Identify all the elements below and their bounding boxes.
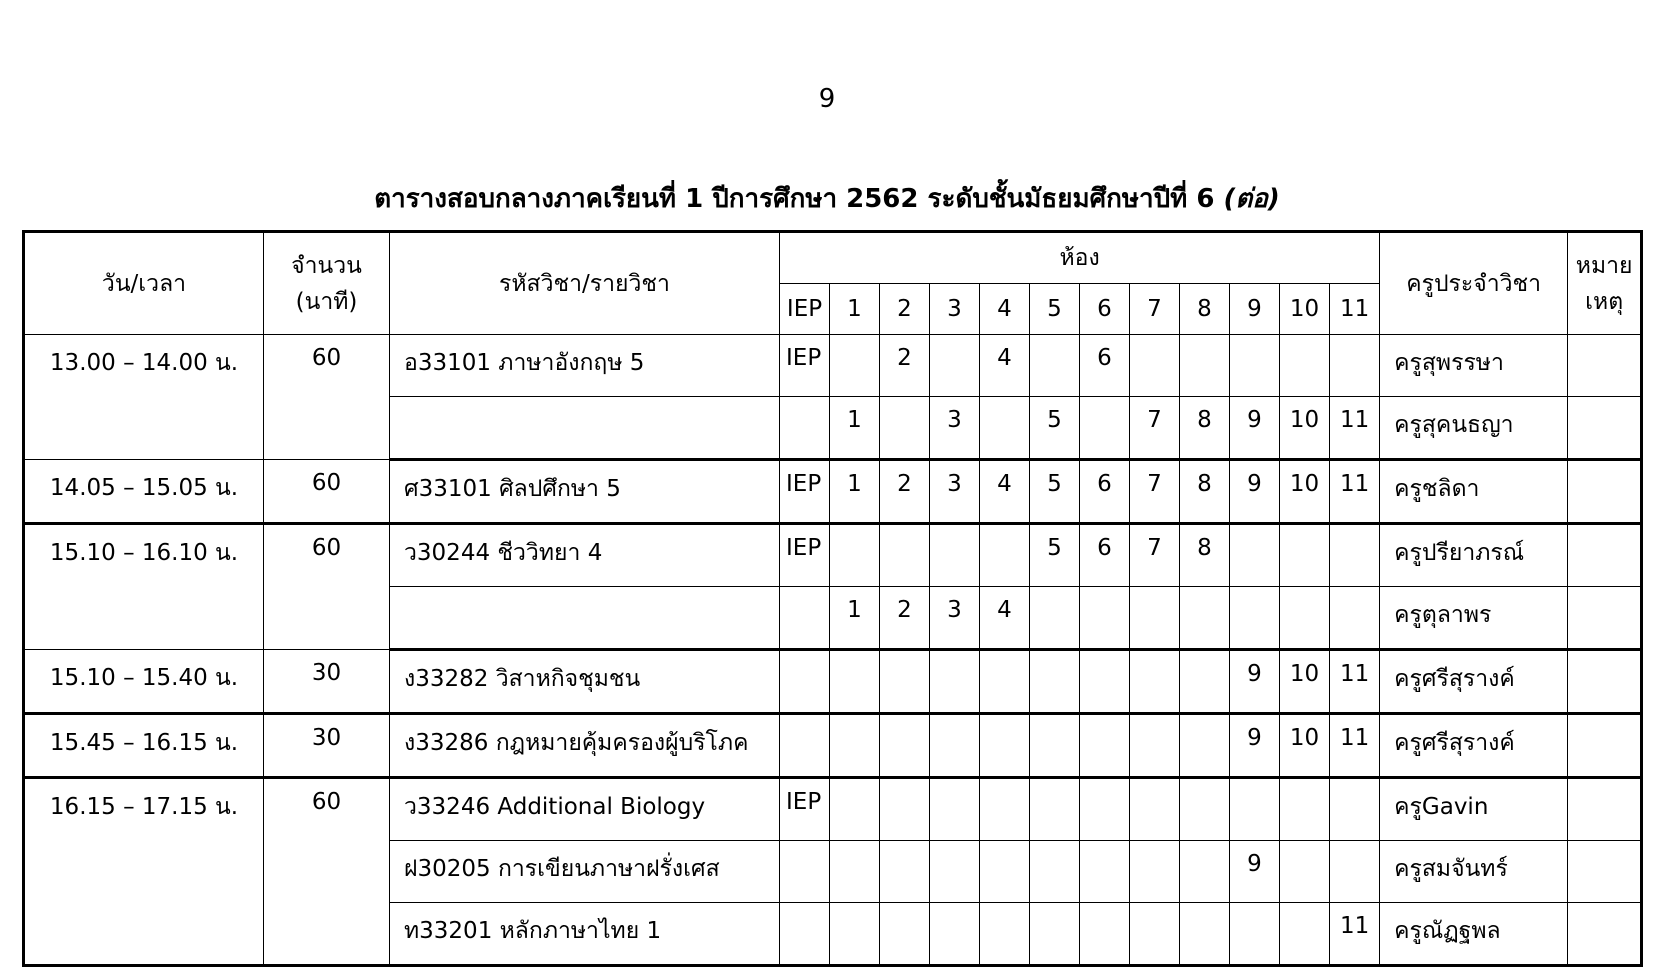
room-header-cell: 8 xyxy=(1180,284,1230,335)
room-cell xyxy=(930,335,980,397)
table-row xyxy=(24,335,1642,397)
exam-schedule-table xyxy=(22,230,1643,967)
table-row xyxy=(24,778,1642,841)
teacher-cell: ครูGavin xyxy=(1380,778,1568,841)
room-cell xyxy=(980,397,1030,460)
header-datetime: วัน/เวลา xyxy=(24,232,264,335)
room-cell: 6 xyxy=(1080,460,1130,524)
room-cell xyxy=(1130,714,1180,778)
room-header-cell: 6 xyxy=(1080,284,1130,335)
room-cell: 9 xyxy=(1230,397,1280,460)
room-cell xyxy=(1030,903,1080,966)
room-cell: IEP xyxy=(780,335,830,397)
room-header-cell: 2 xyxy=(880,284,930,335)
room-cell xyxy=(980,778,1030,841)
room-header-cell: 11 xyxy=(1330,284,1380,335)
room-cell xyxy=(830,778,880,841)
room-cell xyxy=(930,714,980,778)
remark-cell xyxy=(1568,650,1642,714)
room-cell: 9 xyxy=(1230,714,1280,778)
room-cell xyxy=(1330,841,1380,903)
teacher-cell: ครูศรีสุรางค์ xyxy=(1380,714,1568,778)
room-cell xyxy=(980,650,1030,714)
subject-cell xyxy=(390,397,780,460)
room-cell: 10 xyxy=(1280,460,1330,524)
teacher-cell: ครูชลิดา xyxy=(1380,460,1568,524)
room-cell xyxy=(780,714,830,778)
room-header-cell: 10 xyxy=(1280,284,1330,335)
duration-cell: 30 xyxy=(264,650,390,714)
room-cell xyxy=(1230,903,1280,966)
remark-cell xyxy=(1568,778,1642,841)
remark-cell xyxy=(1568,397,1642,460)
room-cell xyxy=(1330,587,1380,650)
header-duration-line1: จำนวน xyxy=(291,252,362,279)
room-cell: 11 xyxy=(1330,903,1380,966)
room-cell: 5 xyxy=(1030,460,1080,524)
room-cell: 3 xyxy=(930,460,980,524)
header-rooms: ห้อง xyxy=(780,232,1380,284)
duration-cell: 60 xyxy=(264,524,390,650)
time-cell: 15.10 – 16.10 น. xyxy=(24,524,264,650)
room-cell xyxy=(1330,524,1380,587)
room-cell xyxy=(930,778,980,841)
room-cell: 8 xyxy=(1180,460,1230,524)
time-cell: 15.45 – 16.15 น. xyxy=(24,714,264,778)
remark-cell xyxy=(1568,714,1642,778)
duration-cell: 60 xyxy=(264,335,390,460)
room-cell xyxy=(1080,587,1130,650)
header-teacher: ครูประจำวิชา xyxy=(1380,232,1568,335)
room-header-cell: 7 xyxy=(1130,284,1180,335)
room-cell xyxy=(1030,778,1080,841)
room-cell: 11 xyxy=(1330,650,1380,714)
room-cell xyxy=(780,841,830,903)
room-cell xyxy=(930,650,980,714)
room-cell xyxy=(1130,650,1180,714)
room-header-cell: IEP xyxy=(780,284,830,335)
time-cell: 14.05 – 15.05 น. xyxy=(24,460,264,524)
room-cell: 2 xyxy=(880,587,930,650)
room-cell xyxy=(1080,650,1130,714)
room-cell xyxy=(980,714,1030,778)
subject-cell: ว33246 Additional Biology xyxy=(390,778,780,841)
room-cell xyxy=(1180,587,1230,650)
room-cell: 2 xyxy=(880,335,930,397)
room-cell xyxy=(1030,714,1080,778)
room-cell xyxy=(1280,335,1330,397)
teacher-cell: ครูปรียาภรณ์ xyxy=(1380,524,1568,587)
room-cell xyxy=(980,903,1030,966)
room-cell: 8 xyxy=(1180,524,1230,587)
header-remark-line1: หมาย xyxy=(1575,252,1633,279)
subject-cell: ง33282 วิสาหกิจชุมชน xyxy=(390,650,780,714)
subject-cell: ท33201 หลักภาษาไทย 1 xyxy=(390,903,780,966)
room-cell xyxy=(1080,397,1130,460)
room-cell xyxy=(1030,335,1080,397)
room-cell: 6 xyxy=(1080,524,1130,587)
room-cell: 2 xyxy=(880,460,930,524)
room-cell: IEP xyxy=(780,524,830,587)
room-cell: 7 xyxy=(1130,460,1180,524)
room-cell xyxy=(1280,778,1330,841)
room-cell xyxy=(1030,650,1080,714)
room-cell xyxy=(880,841,930,903)
room-cell xyxy=(880,650,930,714)
remark-cell xyxy=(1568,335,1642,397)
room-cell xyxy=(1130,335,1180,397)
room-cell xyxy=(1230,524,1280,587)
room-cell xyxy=(1230,778,1280,841)
header-subject: รหัสวิชา/รายวิชา xyxy=(390,232,780,335)
room-cell xyxy=(1180,650,1230,714)
room-cell: 11 xyxy=(1330,397,1380,460)
page-number: 9 xyxy=(818,84,836,114)
room-cell xyxy=(780,903,830,966)
room-cell: 10 xyxy=(1280,714,1330,778)
room-cell: 5 xyxy=(1030,524,1080,587)
room-cell: 4 xyxy=(980,335,1030,397)
room-header-cell: 1 xyxy=(830,284,880,335)
room-cell: 9 xyxy=(1230,841,1280,903)
room-cell: 3 xyxy=(930,397,980,460)
room-cell: 7 xyxy=(1130,524,1180,587)
room-cell xyxy=(1180,335,1230,397)
table-row xyxy=(24,524,1642,587)
teacher-cell: ครูตุลาพร xyxy=(1380,587,1568,650)
title-main: ตารางสอบกลางภาคเรียนที่ 1 ปีการศึกษา 2562 ระดับชั้นมัธยมศึกษาปีที่ 6 xyxy=(374,184,1215,214)
room-cell xyxy=(1330,335,1380,397)
time-cell: 13.00 – 14.00 น. xyxy=(24,335,264,460)
room-cell: 9 xyxy=(1230,650,1280,714)
subject-cell: ง33286 กฎหมายคุ้มครองผู้บริโภค xyxy=(390,714,780,778)
room-cell xyxy=(1280,524,1330,587)
room-cell: 10 xyxy=(1280,397,1330,460)
room-cell xyxy=(1180,714,1230,778)
remark-cell xyxy=(1568,903,1642,966)
room-cell: 11 xyxy=(1330,460,1380,524)
room-cell xyxy=(1280,841,1330,903)
room-cell xyxy=(830,335,880,397)
room-cell xyxy=(830,524,880,587)
room-header-cell: 4 xyxy=(980,284,1030,335)
room-cell xyxy=(1030,587,1080,650)
room-cell xyxy=(1180,841,1230,903)
room-cell xyxy=(1080,778,1130,841)
remark-cell xyxy=(1568,841,1642,903)
header-remark xyxy=(1568,232,1642,335)
teacher-cell: ครูสุพรรษา xyxy=(1380,335,1568,397)
room-cell: 1 xyxy=(830,587,880,650)
room-cell xyxy=(930,841,980,903)
room-cell: 3 xyxy=(930,587,980,650)
room-cell xyxy=(1180,903,1230,966)
header-duration xyxy=(264,232,390,335)
teacher-cell: ครูสมจันทร์ xyxy=(1380,841,1568,903)
room-cell: 10 xyxy=(1280,650,1330,714)
duration-cell: 60 xyxy=(264,460,390,524)
room-cell: 8 xyxy=(1180,397,1230,460)
room-cell xyxy=(1130,903,1180,966)
room-cell: 6 xyxy=(1080,335,1130,397)
room-cell xyxy=(980,524,1030,587)
room-cell xyxy=(780,397,830,460)
room-cell xyxy=(830,714,880,778)
room-cell xyxy=(1080,903,1130,966)
room-cell xyxy=(780,650,830,714)
teacher-cell: ครูศรีสุรางค์ xyxy=(1380,650,1568,714)
room-cell xyxy=(1280,903,1330,966)
room-cell: IEP xyxy=(780,460,830,524)
subject-cell: ฝ30205 การเขียนภาษาฝรั่งเศส xyxy=(390,841,780,903)
room-cell xyxy=(1080,841,1130,903)
schedule-body xyxy=(24,335,1642,966)
subject-cell: ว30244 ชีววิทยา 4 xyxy=(390,524,780,587)
header-duration-line2: (นาที) xyxy=(295,288,358,315)
header-remark-line2: เหตุ xyxy=(1585,288,1624,315)
room-cell xyxy=(1130,587,1180,650)
room-cell xyxy=(1130,778,1180,841)
room-header-cell: 3 xyxy=(930,284,980,335)
room-cell: IEP xyxy=(780,778,830,841)
room-cell: 4 xyxy=(980,587,1030,650)
room-cell xyxy=(1180,778,1230,841)
duration-cell: 30 xyxy=(264,714,390,778)
room-cell: 7 xyxy=(1130,397,1180,460)
teacher-cell: ครูสุคนธญา xyxy=(1380,397,1568,460)
room-cell xyxy=(830,650,880,714)
room-cell xyxy=(1080,714,1130,778)
remark-cell xyxy=(1568,524,1642,587)
room-cell xyxy=(830,841,880,903)
subject-cell: อ33101 ภาษาอังกฤษ 5 xyxy=(390,335,780,397)
room-cell xyxy=(1230,335,1280,397)
room-cell xyxy=(1330,778,1380,841)
room-cell: 4 xyxy=(980,460,1030,524)
subject-cell xyxy=(390,587,780,650)
room-cell: 9 xyxy=(1230,460,1280,524)
room-cell xyxy=(930,903,980,966)
table-row xyxy=(24,650,1642,714)
table-row xyxy=(24,714,1642,778)
room-cell xyxy=(980,841,1030,903)
room-cell: 5 xyxy=(1030,397,1080,460)
remark-cell xyxy=(1568,460,1642,524)
room-cell xyxy=(880,397,930,460)
room-cell xyxy=(780,587,830,650)
room-cell xyxy=(1280,587,1330,650)
room-cell: 11 xyxy=(1330,714,1380,778)
room-cell xyxy=(880,778,930,841)
time-cell: 16.15 – 17.15 น. xyxy=(24,778,264,966)
room-cell xyxy=(1030,841,1080,903)
room-cell xyxy=(1130,841,1180,903)
room-cell xyxy=(880,903,930,966)
room-cell: 1 xyxy=(830,460,880,524)
table-row xyxy=(24,460,1642,524)
duration-cell: 60 xyxy=(264,778,390,966)
room-cell xyxy=(880,524,930,587)
room-cell xyxy=(830,903,880,966)
teacher-cell: ครูณัฏฐพล xyxy=(1380,903,1568,966)
room-cell xyxy=(880,714,930,778)
title-continued: (ต่อ) xyxy=(1223,184,1280,214)
room-cell xyxy=(1230,587,1280,650)
subject-cell: ศ33101 ศิลปศึกษา 5 xyxy=(390,460,780,524)
time-cell: 15.10 – 15.40 น. xyxy=(24,650,264,714)
room-cell xyxy=(930,524,980,587)
room-cell: 1 xyxy=(830,397,880,460)
remark-cell xyxy=(1568,587,1642,650)
room-header-cell: 5 xyxy=(1030,284,1080,335)
page-title xyxy=(0,178,1654,219)
room-header-cell: 9 xyxy=(1230,284,1280,335)
